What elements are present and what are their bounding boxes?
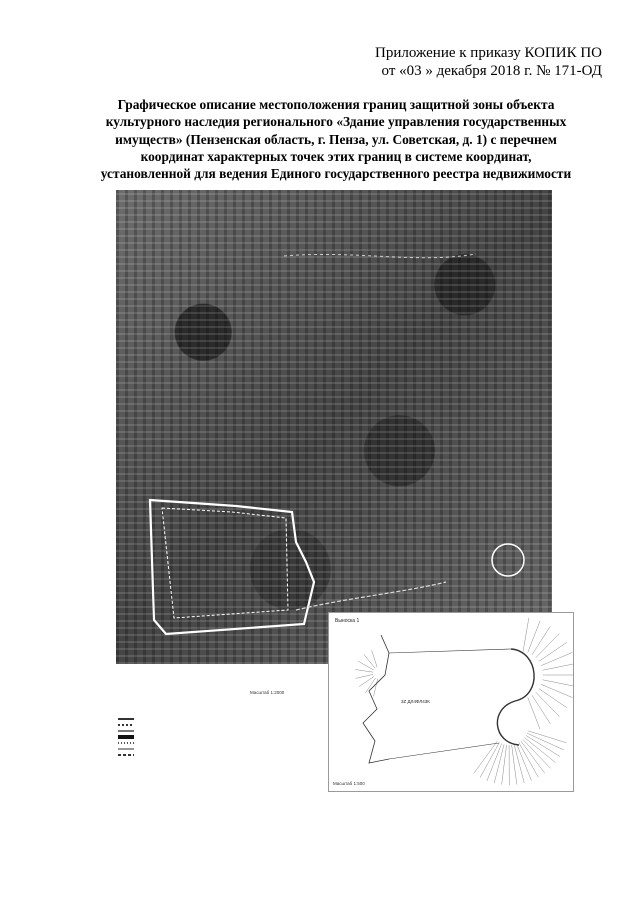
inset-leader-line <box>528 621 540 653</box>
inset-leader-line <box>521 741 545 773</box>
landmark-marker <box>492 544 524 576</box>
legend-row <box>118 752 318 758</box>
title-line-5: установленной для ведения Единого государственного реестра недвижимости <box>100 166 572 182</box>
inset-scale-label: Масштаб 1:500 <box>333 781 365 786</box>
aerial-map <box>116 190 552 664</box>
inset-leader-line <box>359 676 374 686</box>
legend-symbol <box>118 742 134 744</box>
inset-area-label: 3Z ДЛ4ФЛ43К <box>401 699 430 704</box>
inset-leader-lines <box>355 618 573 785</box>
inset-leader-line <box>543 680 573 687</box>
legend-symbol <box>118 735 134 739</box>
inset-leader-line <box>356 674 374 678</box>
inset-leader-line <box>512 745 517 785</box>
inset-leader-line <box>374 679 378 697</box>
map-legend <box>118 716 318 758</box>
inset-segment <box>389 649 511 653</box>
inset-leader-line <box>532 626 550 655</box>
street-line-2 <box>284 254 476 258</box>
title-line-4: координат характерных точек этих границ в системе координат, <box>140 148 532 164</box>
inset-arc-lower <box>497 701 519 745</box>
inset-map <box>328 612 574 792</box>
inset-leader-line <box>528 731 566 743</box>
inset-leader-line <box>539 689 567 708</box>
inset-leader-line <box>519 742 539 777</box>
legend-symbol <box>118 718 134 720</box>
boundary-overlay <box>116 190 552 664</box>
legend-symbol <box>118 730 134 732</box>
inset-leader-line <box>528 697 540 729</box>
street-line <box>296 582 446 610</box>
inset-boundary <box>363 635 389 763</box>
inset-leader-line <box>532 695 550 724</box>
inset-leader-line <box>541 652 572 665</box>
inset-leader-line <box>536 633 560 657</box>
inset-title: Выноска 1 <box>335 618 360 624</box>
inset-arc-upper <box>511 649 534 701</box>
map-scale-label: Масштаб 1:2000 <box>250 690 285 695</box>
inset-leader-line <box>523 739 551 768</box>
inset-leader-line <box>355 670 373 673</box>
inset-drawing <box>329 613 573 791</box>
inset-leader-line <box>543 663 573 670</box>
inset-leader-line <box>523 618 529 652</box>
legend-symbol <box>118 754 134 756</box>
title-line-1: Графическое описание местоположения границ защитной зоны объекта <box>117 97 555 112</box>
inset-leader-line <box>536 692 560 716</box>
title-line-3: имуществ» (Пензенская область, г. Пенза, ул. Советская, д. 1) с перечнем <box>115 131 557 147</box>
inset-leader-line <box>541 684 572 697</box>
inset-leader-line <box>480 743 499 778</box>
annex-line-2: от «03 » декабря 2018 г. № 171-ОД <box>381 63 602 79</box>
object-outline <box>162 508 288 618</box>
annex-header <box>302 44 602 80</box>
inset-leader-line <box>525 738 556 763</box>
legend-symbol <box>118 724 134 726</box>
inset-segment <box>389 743 499 759</box>
title-line-2: культурного наследия регионального «Здание управления государственных <box>105 114 567 130</box>
inset-leader-line <box>358 661 374 670</box>
legend-symbol <box>118 748 134 750</box>
annex-line-1: Приложение к приказу КОПИК ПО <box>375 45 602 61</box>
document-title <box>82 96 590 182</box>
inset-leader-line <box>539 642 567 661</box>
